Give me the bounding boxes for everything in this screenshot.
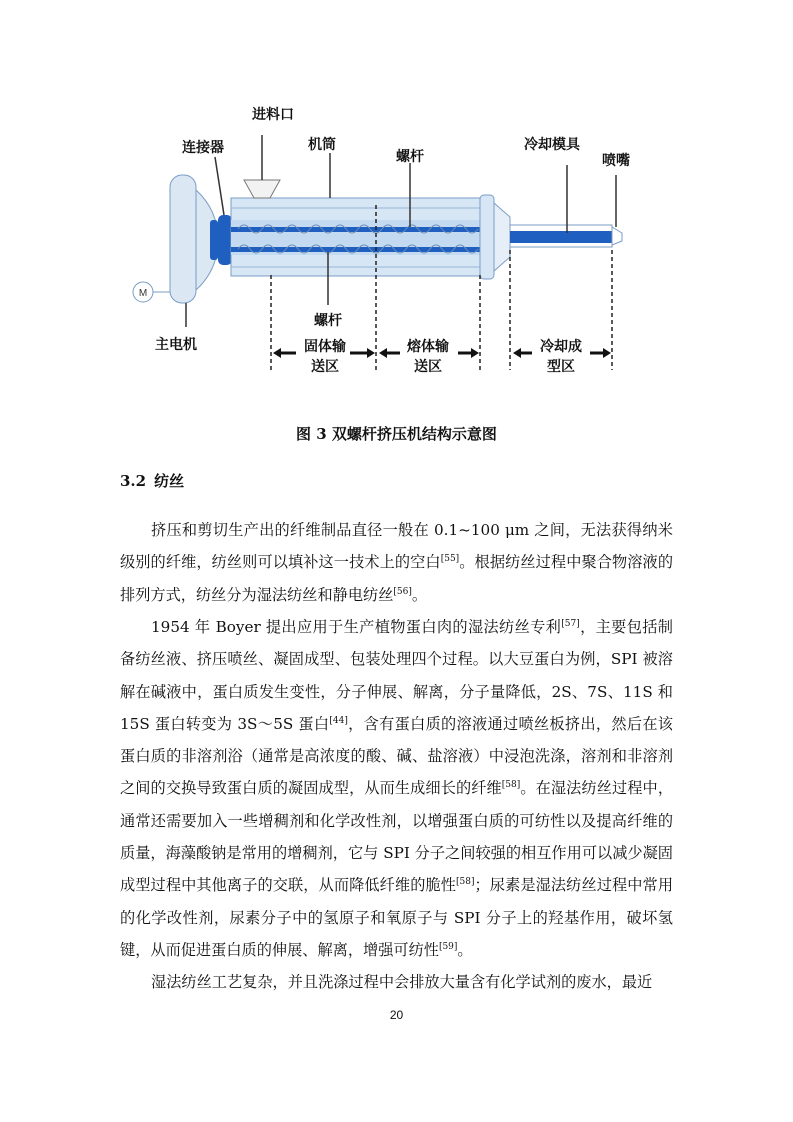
connector-part [210, 220, 218, 260]
citation[interactable]: [55] [440, 554, 460, 565]
label-feed-port: 进料口 [252, 107, 294, 123]
motor-flange [170, 175, 196, 303]
label-zone1-line1: 固体输 [304, 339, 346, 355]
section-heading [120, 470, 192, 491]
label-cooling-die: 冷却模具 [524, 137, 580, 153]
figure-caption: 图 3 双螺杆挤压机结构示意图 [296, 425, 497, 443]
label-main-motor: 主电机 [155, 337, 197, 353]
label-barrel: 机筒 [308, 137, 336, 153]
paragraph-3: 湿法纺丝工艺复杂，并且洗涤过程中会排放大量含有化学试剂的废水，最近 [151, 973, 653, 991]
paragraph-2: 1954 年 Boyer 提出应用于生产植物蛋白肉的湿法纺丝专利[57]，主要包括制备纺丝液、挤压喷丝、凝固成型、包装处理四个过程。以大豆蛋白为例，SPI 被溶解在碱液中，蛋白质发生变性，分子伸展、解离，分子量降低，2S、7S、11S 和 15S 蛋白转变为 3S～5S 蛋白[44]，含有蛋白质的溶液通过喷丝板挤出，然后在该蛋白质的非溶剂浴（通常是高浓度的酸、碱、盐溶液）中浸泡洗涤，溶剂和非溶剂之间的交换导致蛋白质的凝固成型，从而生成细长的纤维[58]。在湿法纺丝过程中，通常还需要加入一些增稠剂和化学改性剂，以增强蛋白质的可纺性以及提高纤维的质量，海藻酸钠是常用的增稠剂，它与 SPI 分子之间较强的相互作用可以减少凝固成型过程中其他离子的交联，从而降低纤维的脆性[58]；尿素是湿法纺丝过程中常用的化学改性剂，尿素分子中的氢原子和氧原子与 SPI 分子上的羟基作用，破坏氢键，从而促进蛋白质的伸展、解离，增强可纺性[59]。 [120, 618, 674, 959]
paragraph-1: 挤压和剪切生产出的纤维制品直径一般在 0.1~100 μm 之间，无法获得纳米级别的纤维，纺丝则可以填补这一技术上的空白[55]。根据纺丝过程中聚合物溶液的排列方式，纺丝分为湿法纺丝和静电纺丝[56]。 [120, 521, 674, 604]
citation[interactable]: [58] [501, 780, 521, 791]
citation[interactable]: [44] [329, 715, 348, 726]
citation[interactable]: [56] [393, 586, 412, 597]
nozzle [612, 227, 622, 245]
label-zone1-line2: 送区 [311, 359, 339, 375]
label-zone3-line2: 型区 [547, 359, 575, 375]
cooling-die-core [510, 231, 612, 243]
section-number: 3.2 [120, 472, 147, 490]
citation[interactable]: [59] [438, 941, 458, 952]
extruder-svg [118, 95, 678, 395]
label-connector: 连接器 [182, 140, 224, 156]
citation[interactable]: [57] [561, 618, 580, 629]
label-screw-bottom: 螺杆 [314, 313, 342, 329]
section-title: 纺丝 [154, 472, 185, 490]
feed-hopper [244, 180, 280, 198]
connector-body [218, 215, 232, 265]
page-number: 20 [389, 1008, 404, 1022]
motor-symbol-text: M [138, 288, 148, 299]
barrel-end-flange [480, 195, 494, 279]
citation[interactable]: [58] [456, 877, 475, 888]
label-nozzle: 喷嘴 [602, 153, 630, 169]
extruder-diagram [118, 95, 678, 395]
label-zone3-line1: 冷却成 [540, 339, 582, 355]
label-zone2-line2: 送区 [414, 359, 442, 375]
label-zone2-line1: 熔体输 [407, 339, 449, 355]
label-screw-top: 螺杆 [396, 149, 424, 165]
